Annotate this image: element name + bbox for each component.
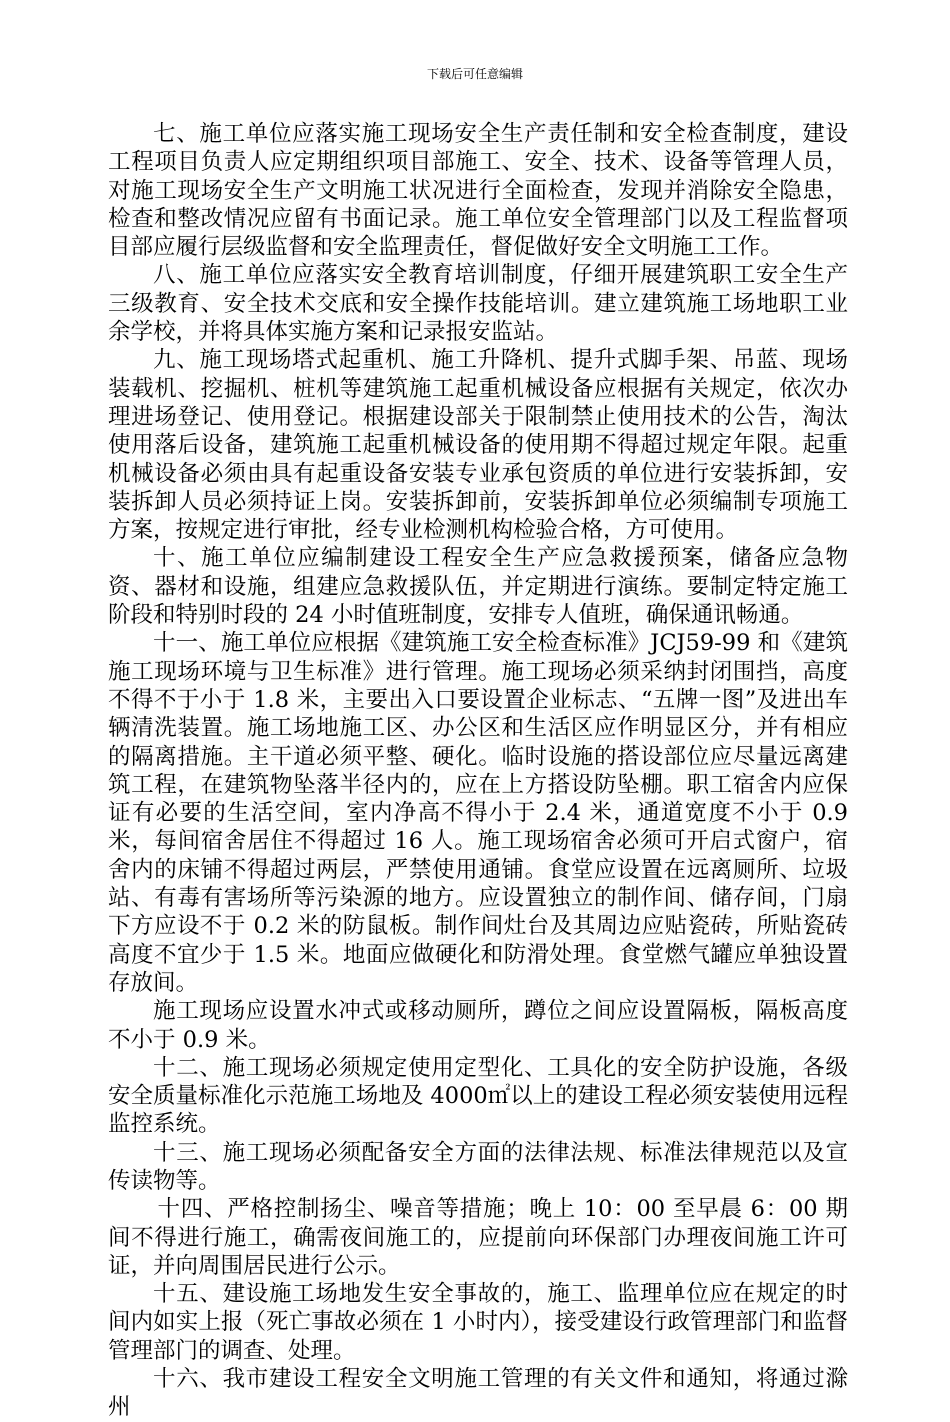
page-header-note: 下载后可任意编辑 xyxy=(426,67,523,81)
paragraph-14: 十四、严格控制扬尘、噪音等措施；晚上 10：00 至早晨 6：00 期间不得进行施工，确需夜间施工的，应提前向环保部门办理夜间施工许可证，并向周围居民进行公示。 xyxy=(108,1196,848,1279)
document-body xyxy=(108,120,848,1422)
paragraph-12: 十二、施工现场必须规定使用定型化、工具化的安全防护设施，各级安全质量标准化示范施工场地及 4000㎡以上的建设工程必须安装使用远程监控系统。 xyxy=(108,1054,848,1138)
paragraph-11: 十一、施工单位应根据《建筑施工安全检查标准》JCJ59-99 和《建筑施工现场环境与卫生标准》进行管理。施工现场必须采纳封闭围挡，高度不得不于小于 1.8 米，主要出入口要设置企业标志、“五牌一图”及进出车辆清洗装置。施工场地施工区、办公区和生活区应作明显区分，并有相应的隔离措施。主干道必须平整、硬化。临时设施的搭设部位应尽量远离建筑工程，在建筑物坠落半径内的，应在上方搭设防坠棚。职工宿舍内应保证有必要的生活空间，室内净高不得小于 2.4 米，通道宽度不小于 0.9 米，每间宿舍居住不得超过 16 人。施工现场宿舍必须可开启式窗户，宿舍内的床铺不得超过两层，严禁使用通铺。食堂应设置在远离厕所、垃圾站、有毒有害场所等污染源的地方。应设置独立的制作间、储存间，门扇下方应设不于 0.2 米的防鼠板。制作间灶台及其周边应贴瓷砖，所贴瓷砖高度不宜少于 1.5 米。地面应做硬化和防滑处理。食堂燃气罐应单独设置存放间。 xyxy=(108,630,848,996)
paragraph-7: 七、施工单位应落实施工现场安全生产责任制和安全检查制度，建设工程项目负责人应定期组织项目部施工、安全、技术、设备等管理人员，对施工现场安全生产文明施工状况进行全面检查，发现并消除安全隐患，检查和整改情况应留有书面记录。施工单位安全管理部门以及工程监督项目部应履行层级监督和安全监理责任，督促做好安全文明施工工作。 xyxy=(108,121,848,261)
paragraph-8: 八、施工单位应落实安全教育培训制度，仔细开展建筑职工安全生产三级教育、安全技术交底和安全操作技能培训。建立建筑施工场地职工业余学校，并将具体实施方案和记录报安监站。 xyxy=(108,262,848,346)
paragraph-16: 十六、我市建设工程安全文明施工管理的有关文件和通知，将通过滁州 xyxy=(108,1366,848,1421)
paragraph-10: 十、施工单位应编制建设工程安全生产应急救援预案，储备应急物资、器材和设施，组建应急救援队伍，并定期进行演练。要制定特定施工阶段和特别时段的 24 小时值班制度，安排专人值班，确保通讯畅通。 xyxy=(108,545,848,629)
paragraph-9: 九、施工现场塔式起重机、施工升降机、提升式脚手架、吊蓝、现场装载机、挖掘机、桩机等建筑施工起重机械设备应根据有关规定，依次办理进场登记、使用登记。根据建设部关于限制禁止使用技术的公告，淘汰使用落后设备，建筑施工起重机械设备的使用期不得超过规定年限。起重机械设备必须由具有起重设备安装专业承包资质的单位进行安装拆卸，安装拆卸人员必须持证上岗。安装拆卸前，安装拆卸单位必须编制专项施工方案，按规定进行审批，经专业检测机构检验合格，方可使用。 xyxy=(108,347,848,544)
paragraph-15: 十五、建设施工场地发生安全事故的，施工、监理单位应在规定的时间内如实上报（死亡事故必须在 1 小时内），接受建设行政管理部门和监督管理部门的调查、处理。 xyxy=(108,1281,848,1364)
paragraph-toilet: 施工现场应设置水冲式或移动厕所，蹲位之间应设置隔板，隔板高度不小于 0.9 米。 xyxy=(108,998,848,1053)
paragraph-13: 十三、施工现场必须配备安全方面的法律法规、标准法律规范以及宣传读物等。 xyxy=(108,1139,848,1194)
